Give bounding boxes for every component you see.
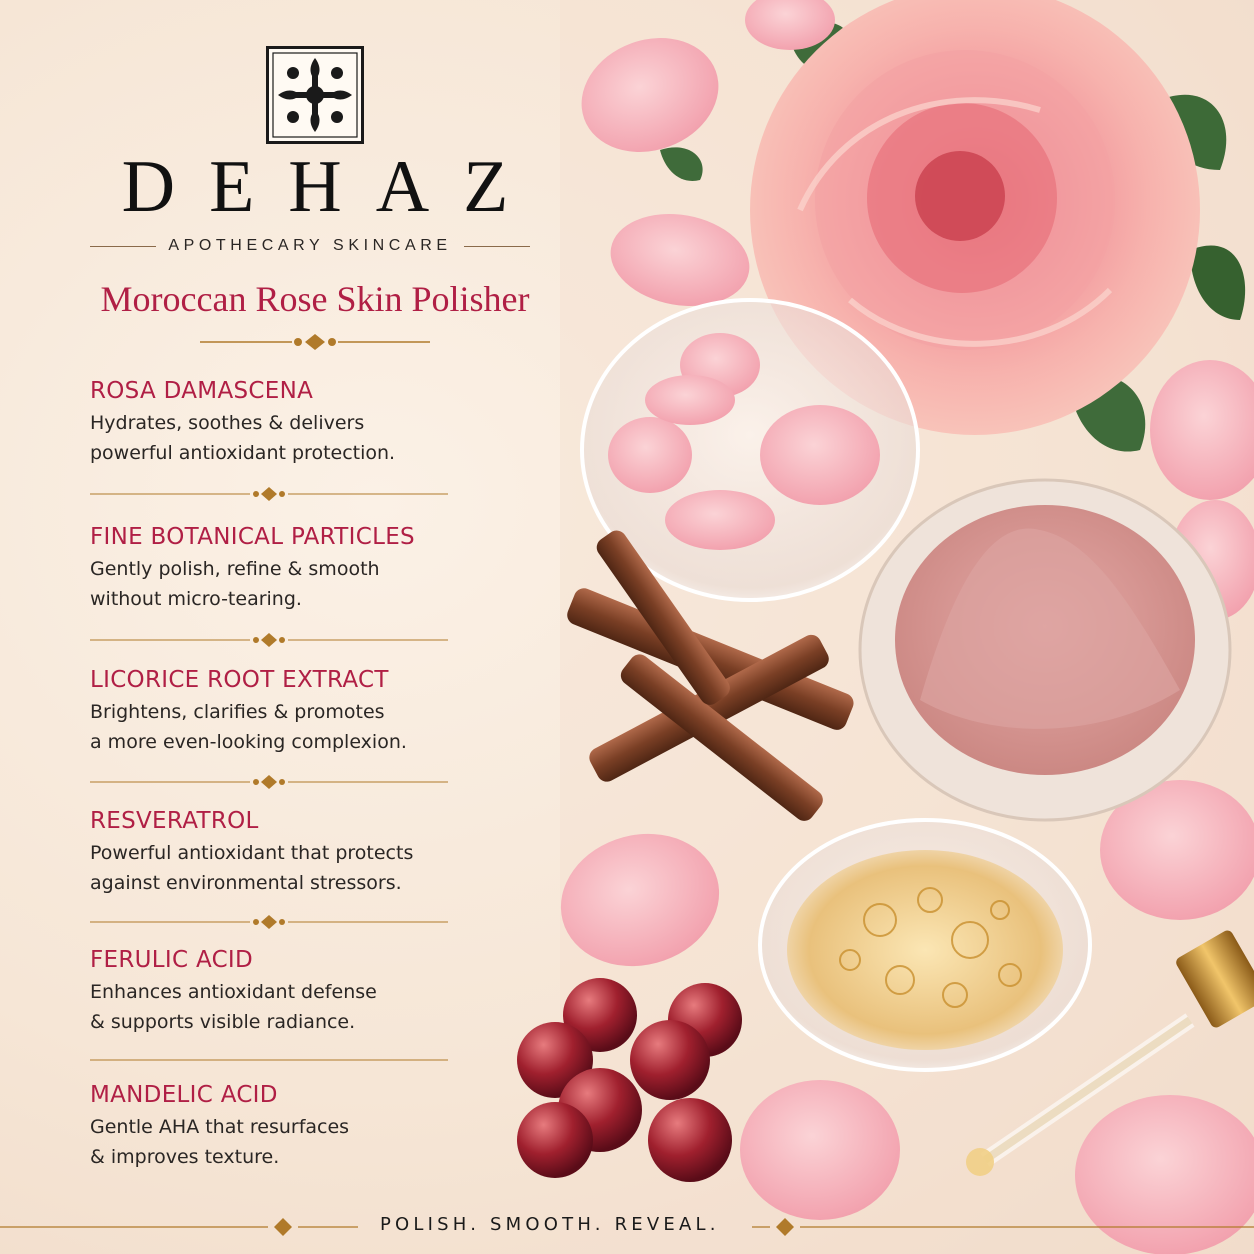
footer-slogan: POLISH. SMOOTH. REVEAL. <box>380 1214 720 1235</box>
ingredient-desc-line1: Hydrates, soothes & delivers <box>90 412 365 434</box>
ingredient-ferulic-acid <box>90 945 490 1037</box>
ingredient-desc-line1: Powerful antioxidant that protects <box>90 842 414 864</box>
brand-tagline: APOTHECARY SKINCARE <box>168 237 452 254</box>
ingredient-desc-line1: Gentle AHA that resurfaces <box>90 1116 350 1138</box>
brand-name: DEHAZ <box>121 146 543 228</box>
gold-ornament-icon <box>200 332 430 352</box>
gold-ornament-icon <box>90 484 448 504</box>
ingredient-desc-line1: Enhances antioxidant defense <box>90 981 377 1003</box>
ingredient-desc-line2: against environmental stressors. <box>90 872 402 894</box>
ingredient-name: FINE BOTANICAL PARTICLES <box>90 524 415 550</box>
ingredient-desc-line2: powerful antioxidant protection. <box>90 442 396 464</box>
ingredient-desc-line2: & improves texture. <box>90 1146 280 1168</box>
tagline-rule-right <box>464 246 530 247</box>
gold-ornament-icon <box>90 1050 448 1070</box>
ingredient-rosa-damascena <box>90 376 490 468</box>
brand-crest-icon <box>266 46 364 144</box>
ingredient-name: ROSA DAMASCENA <box>90 378 314 404</box>
product-title: Moroccan Rose Skin Polisher <box>100 279 530 319</box>
ingredient-desc-line2: without micro-tearing. <box>90 588 302 610</box>
ingredient-fine-botanical-particles <box>90 522 490 614</box>
ingredient-mandelic-acid <box>90 1080 490 1172</box>
ingredient-name: RESVERATROL <box>90 808 259 834</box>
gold-ornament-icon <box>90 912 448 932</box>
ingredient-desc-line1: Gently polish, refine & smooth <box>90 558 380 580</box>
ingredient-desc-line2: & supports visible radiance. <box>90 1011 356 1033</box>
tagline-row <box>90 234 530 258</box>
tagline-rule-left <box>90 246 156 247</box>
ingredient-desc-line1: Brightens, clarifies & promotes <box>90 701 385 723</box>
ingredient-name: MANDELIC ACID <box>90 1082 278 1108</box>
ingredient-desc-line2: a more even-looking complexion. <box>90 731 407 753</box>
gold-ornament-icon <box>90 630 448 650</box>
gold-ornament-icon <box>90 772 448 792</box>
ingredient-resveratrol <box>90 806 490 898</box>
ingredient-name: LICORICE ROOT EXTRACT <box>90 667 389 693</box>
ingredient-licorice-root-extract <box>90 665 490 757</box>
ingredient-name: FERULIC ACID <box>90 947 254 973</box>
